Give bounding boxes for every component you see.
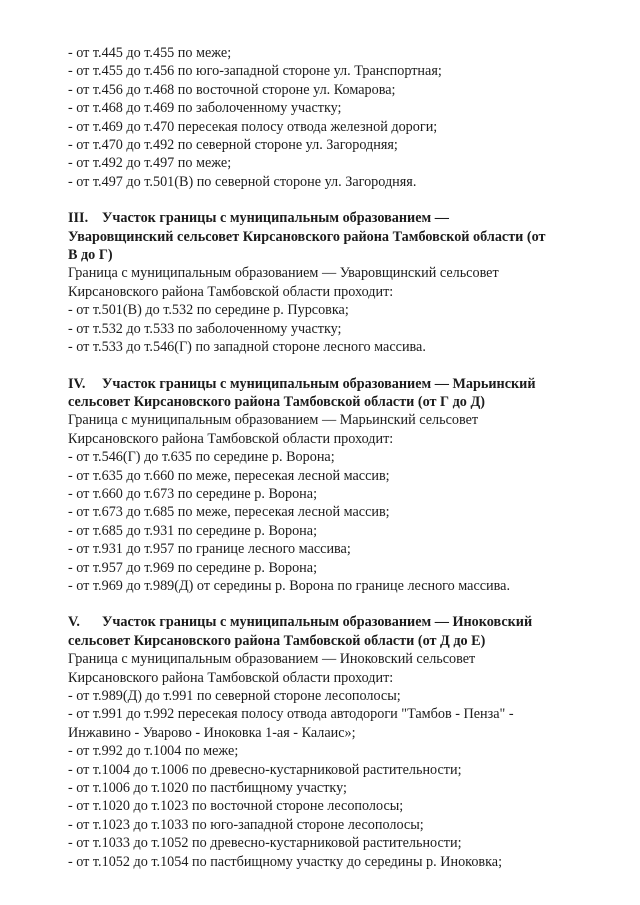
list-item: Инжавино - Уварово - Иноковка 1-ая - Калаис»; — [68, 724, 356, 741]
list-item: - от т.1023 до т.1033 по юго-западной стороне лесополосы; — [68, 816, 424, 833]
list-item: - от т.957 до т.969 по середине р. Ворона; — [68, 559, 318, 576]
list-item: - от т.546(Г) до т.635 по середине р. Ворона; — [68, 449, 335, 466]
section-iii — [68, 209, 590, 356]
list-item: - от т.470 до т.492 по северной стороне ул. Загородняя; — [68, 137, 398, 154]
list-item: - от т.1006 до т.1020 по пастбищному участку; — [68, 780, 347, 797]
list-item: - от т.673 до т.685 по меже, пересекая лесной массив; — [68, 504, 390, 521]
list-item: - от т.445 до т.455 по меже; — [68, 45, 232, 61]
section-intro-line: Кирсановского района Тамбовской области проходит: — [68, 430, 394, 447]
section-intro-line: Граница с муниципальным образованием — Уваровщинский сельсовет — [68, 265, 499, 282]
heading-line: Участок границы с муниципальным образованием — — [102, 210, 449, 227]
section-intro-line: Кирсановского района Тамбовской области проходит: — [68, 669, 394, 686]
list-item: - от т.1052 до т.1054 по пастбищному участку до середины р. Иноковка; — [68, 853, 503, 870]
document-page — [68, 44, 590, 871]
section-intro-line: Граница с муниципальным образованием — Марьинский сельсовет — [68, 412, 479, 429]
list-item: - от т.533 до т.546(Г) по западной стороне лесного массива. — [68, 339, 426, 356]
list-item: - от т.931 до т.957 по границе лесного массива; — [68, 541, 351, 558]
list-item: - от т.456 до т.468 по восточной стороне ул. Комарова; — [68, 81, 396, 98]
intro-list — [68, 44, 590, 191]
heading-line: Участок границы с муниципальным образованием — Марьинский — [102, 375, 536, 392]
section-intro-line: Кирсановского района Тамбовской области проходит: — [68, 283, 394, 300]
list-item: - от т.455 до т.456 по юго-западной стороне ул. Транспортная; — [68, 63, 442, 80]
list-item: - от т.469 до т.470 пересекая полосу отвода железной дороги; — [68, 118, 438, 135]
list-item: - от т.992 до т.1004 по меже; — [68, 743, 239, 760]
section-number: III. — [68, 210, 89, 227]
section-number: V. — [68, 614, 80, 631]
list-item: - от т.1033 до т.1052 по древесно-кустарниковой растительности; — [68, 835, 462, 852]
heading-line: В до Г) — [68, 247, 113, 264]
section-heading — [68, 613, 590, 650]
list-item: - от т.492 до т.497 по меже; — [68, 155, 232, 172]
list-item: - от т.635 до т.660 по меже, пересекая лесной массив; — [68, 467, 390, 484]
list-item: - от т.1020 до т.1023 по восточной стороне лесополосы; — [68, 798, 404, 815]
list-item: - от т.468 до т.469 по заболоченному участку; — [68, 100, 342, 117]
section-heading — [68, 375, 590, 412]
list-item: - от т.685 до т.931 по середине р. Ворона; — [68, 522, 318, 539]
heading-line: сельсовет Кирсановского района Тамбовской области (от Г до Д) — [68, 393, 485, 410]
section-iv — [68, 375, 590, 596]
section-intro-line: Граница с муниципальным образованием — Иноковский сельсовет — [68, 651, 476, 668]
list-item: - от т.969 до т.989(Д) от середины р. Ворона по границе лесного массива. — [68, 577, 511, 594]
heading-line: Уваровщинский сельсовет Кирсановского района Тамбовской области (от — [68, 228, 546, 245]
section-v — [68, 613, 590, 871]
list-item: - от т.501(В) до т.532 по середине р. Пурсовка; — [68, 302, 349, 319]
list-item: - от т.989(Д) до т.991 по северной стороне лесополосы; — [68, 688, 401, 704]
list-item: - от т.532 до т.533 по заболоченному участку; — [68, 320, 342, 337]
heading-line: Участок границы с муниципальным образованием — Иноковский — [102, 614, 533, 631]
section-heading — [68, 209, 590, 264]
section-number: IV. — [68, 375, 86, 392]
list-item: - от т.991 до т.992 пересекая полосу отвода автодороги "Тамбов - Пенза" - — [68, 706, 514, 723]
list-item: - от т.497 до т.501(В) по северной стороне ул. Загородняя. — [68, 173, 417, 190]
list-item: - от т.660 до т.673 по середине р. Ворона; — [68, 485, 318, 502]
list-item: - от т.1004 до т.1006 по древесно-кустарниковой растительности; — [68, 761, 462, 778]
heading-line: сельсовет Кирсановского района Тамбовской области (от Д до Е) — [68, 632, 486, 649]
